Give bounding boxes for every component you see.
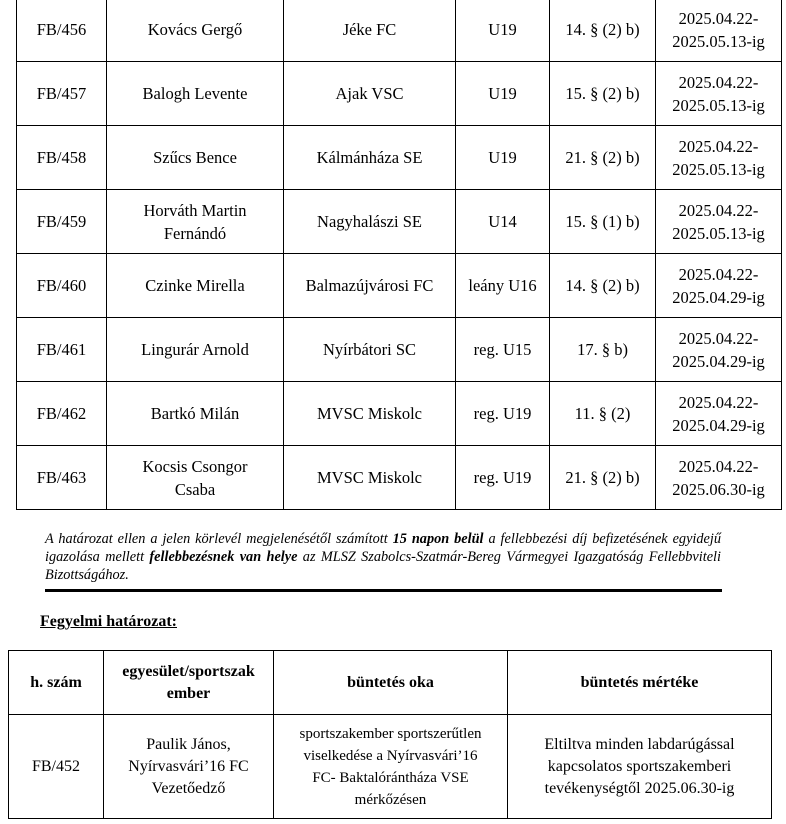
name-line: Lingurár Arnold	[141, 340, 249, 359]
rule-paragraph: 21. § (2) b)	[550, 126, 656, 190]
appeal-right: fellebbezésnek van helye	[149, 549, 298, 565]
table-row	[17, 0, 782, 62]
name-line: Kocsis Csongor	[142, 456, 248, 476]
appeal-text: A határozat ellen a jelen körlevél megjelenésétől számított	[45, 531, 393, 547]
club-name: Kálmánháza SE	[284, 126, 456, 190]
entity-line: Paulik János,	[146, 735, 231, 753]
name-line: Horváth Martin	[143, 200, 247, 220]
decision-id: FB/461	[17, 318, 107, 382]
measure-cell	[508, 715, 772, 819]
period-start: 2025.04.22-	[678, 456, 759, 476]
club-name: MVSC Miskolc	[284, 446, 456, 510]
appeal-text: az MLSZ Szabolcs-Szatmár-Bereg Vármegyei Igazgatóság Fellebbviteli Bizottságához.	[45, 549, 721, 583]
decision-id: FB/462	[17, 382, 107, 446]
appeal-text: a fellebbezési díj befizetésének egyidejű igazolása mellett	[45, 531, 721, 565]
player-name	[107, 62, 284, 126]
reason-line: sportszakember sportszerűtlen	[299, 725, 482, 742]
measure-line: kapcsolatos sportszakemberi	[547, 757, 732, 775]
entity-line: Vezetőedző	[151, 779, 226, 797]
rule-paragraph: 15. § (2) b)	[550, 62, 656, 126]
table-row	[17, 190, 782, 254]
club-name: Nyírbátori SC	[284, 318, 456, 382]
measure-line: Eltiltva minden labdarúgással	[544, 735, 735, 753]
table-row	[17, 126, 782, 190]
age-category: U19	[456, 62, 550, 126]
period-end: 2025.04.29-ig	[672, 287, 765, 307]
period-start: 2025.04.22-	[678, 264, 759, 284]
table-row	[17, 62, 782, 126]
table-row	[17, 446, 782, 510]
section-heading: Fegyelmi határozat:	[40, 613, 177, 630]
header-entity	[104, 651, 274, 715]
decision-id: FB/460	[17, 254, 107, 318]
period-start: 2025.04.22-	[678, 200, 759, 220]
header-measure: büntetés mértéke	[508, 651, 772, 715]
period-end: 2025.04.29-ig	[672, 351, 765, 371]
header-number: h. szám	[9, 651, 104, 715]
rule-paragraph: 14. § (2) b)	[550, 0, 656, 62]
period-start: 2025.04.22-	[678, 392, 759, 412]
suspension-period	[656, 254, 782, 318]
header-line: ember	[166, 684, 211, 702]
name-line: Kovács Gergő	[147, 20, 243, 39]
header-line: egyesület/sportszak	[122, 662, 255, 680]
decision-id: FB/457	[17, 62, 107, 126]
player-name	[107, 446, 284, 510]
entity-line: Nyírvasvári’16 FC	[128, 757, 249, 775]
decision-id: FB/456	[17, 0, 107, 62]
decisions-table	[16, 0, 782, 510]
player-name	[107, 254, 284, 318]
suspension-period	[656, 62, 782, 126]
reason-line: viselkedése a Nyírvasvári’16	[303, 747, 478, 764]
reason-line: mérkőzésen	[354, 791, 427, 808]
decision-id: FB/458	[17, 126, 107, 190]
age-category: U19	[456, 126, 550, 190]
suspension-period	[656, 446, 782, 510]
club-name: Balmazújvárosi FC	[284, 254, 456, 318]
period-start: 2025.04.22-	[678, 328, 759, 348]
period-start: 2025.04.22-	[678, 72, 759, 92]
reason-line: FC- Baktalórántháza VSE	[312, 769, 469, 786]
suspension-period	[656, 190, 782, 254]
club-name: Nagyhalászi SE	[284, 190, 456, 254]
horizontal-divider	[45, 589, 722, 592]
rule-paragraph: 14. § (2) b)	[550, 254, 656, 318]
player-name	[107, 0, 284, 62]
rule-paragraph: 17. § b)	[550, 318, 656, 382]
age-category: leány U16	[456, 254, 550, 318]
period-end: 2025.05.13-ig	[672, 31, 765, 51]
age-category: U14	[456, 190, 550, 254]
club-name: Jéke FC	[284, 0, 456, 62]
table-row	[17, 318, 782, 382]
rule-paragraph: 15. § (1) b)	[550, 190, 656, 254]
name-line: Balogh Levente	[142, 84, 248, 103]
decision-id: FB/459	[17, 190, 107, 254]
club-name: MVSC Miskolc	[284, 382, 456, 446]
suspension-period	[656, 318, 782, 382]
reason-cell	[274, 715, 508, 819]
name-line: Czinke Mirella	[145, 276, 245, 295]
player-name	[107, 318, 284, 382]
measure-line: tevékenységtől 2025.06.30-ig	[544, 779, 735, 797]
decision-id: FB/463	[17, 446, 107, 510]
disciplinary-table	[8, 650, 772, 819]
player-name	[107, 126, 284, 190]
period-end: 2025.05.13-ig	[672, 95, 765, 115]
name-line: Bartkó Milán	[150, 404, 240, 423]
rule-paragraph: 11. § (2)	[550, 382, 656, 446]
period-start: 2025.04.22-	[678, 8, 759, 28]
header-reason: büntetés oka	[274, 651, 508, 715]
name-line: Fernándó	[163, 223, 227, 243]
entity-cell	[104, 715, 274, 819]
rule-paragraph: 21. § (2) b)	[550, 446, 656, 510]
table-row	[17, 254, 782, 318]
period-end: 2025.05.13-ig	[672, 159, 765, 179]
club-name: Ajak VSC	[284, 62, 456, 126]
period-start: 2025.04.22-	[678, 136, 759, 156]
suspension-period	[656, 126, 782, 190]
age-category: reg. U19	[456, 382, 550, 446]
name-line: Szűcs Bence	[153, 148, 237, 167]
age-category: reg. U19	[456, 446, 550, 510]
period-end: 2025.05.13-ig	[672, 223, 765, 243]
period-end: 2025.04.29-ig	[672, 415, 765, 435]
name-line: Csaba	[174, 479, 216, 499]
age-category: U19	[456, 0, 550, 62]
table-header-row	[9, 651, 772, 715]
suspension-period	[656, 382, 782, 446]
suspension-period	[656, 0, 782, 62]
period-end: 2025.06.30-ig	[672, 479, 765, 499]
age-category: reg. U15	[456, 318, 550, 382]
decision-id: FB/452	[9, 715, 104, 819]
appeal-deadline: 15 napon belül	[392, 531, 484, 547]
player-name	[107, 382, 284, 446]
player-name	[107, 190, 284, 254]
table-row	[9, 715, 772, 819]
table-row	[17, 382, 782, 446]
appeal-note	[45, 530, 721, 584]
